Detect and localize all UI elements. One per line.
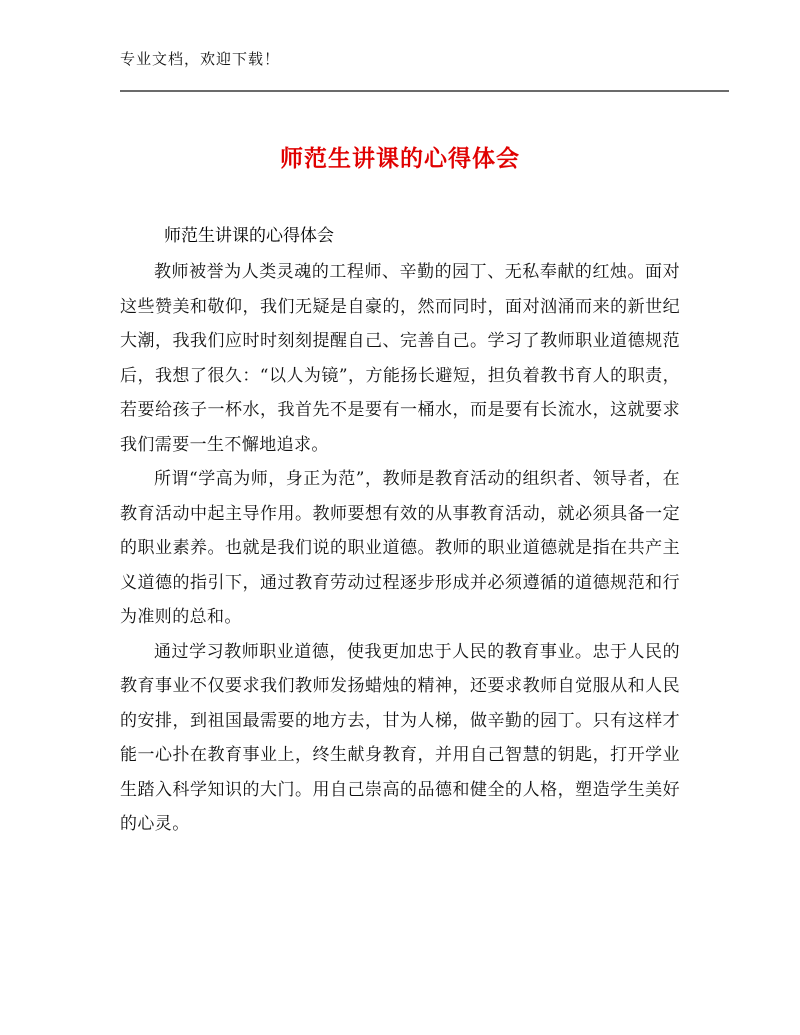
document-body	[120, 255, 680, 842]
paragraph-1: 教师被誉为人类灵魂的工程师、辛勤的园丁、无私奉献的红烛。面对这些赞美和敬仰，我们无疑是自豪的，然而同时，面对汹涌而来的新世纪大潮，我我们应时时刻刻提醒自己、完善自己。学习了教师职业道德规范后，我想了很久：“以人为镜”，方能扬长避短，担负着教书育人的职责，若要给孩子一杯水，我首先不是要有一桶水，而是要有长流水，这就要求我们需要一生不懈地追求。	[120, 262, 680, 455]
section-heading: 师范生讲课的心得体会	[164, 226, 334, 246]
paragraph-2: 所谓“学高为师，身正为范”，教师是教育活动的组织者、领导者，在教育活动中起主导作用。教师要想有效的从事教育活动，就必须具备一定的职业素养。也就是我们说的职业道德。教师的职业道德就是指在共产主义道德的指引下，通过教育劳动过程逐步形成并必须遵循的道德规范和行为准则的总和。	[120, 469, 680, 627]
header-divider	[120, 90, 729, 92]
document-title: 师范生讲课的心得体会	[280, 146, 520, 172]
page-header-text: 专业文档，欢迎下载！	[120, 50, 281, 68]
paragraph-3: 通过学习教师职业道德，使我更加忠于人民的教育事业。忠于人民的教育事业不仅要求我们教师发扬蜡烛的精神，还要求教师自觉服从和人民的安排，到祖国最需要的地方去，甘为人梯，做辛勤的园丁。只有这样才能一心扑在教育事业上，终生献身教育，并用自己智慧的钥匙，打开学业生踏入科学知识的大门。用自己崇高的品德和健全的人格，塑造学生美好的心灵。	[120, 641, 680, 834]
